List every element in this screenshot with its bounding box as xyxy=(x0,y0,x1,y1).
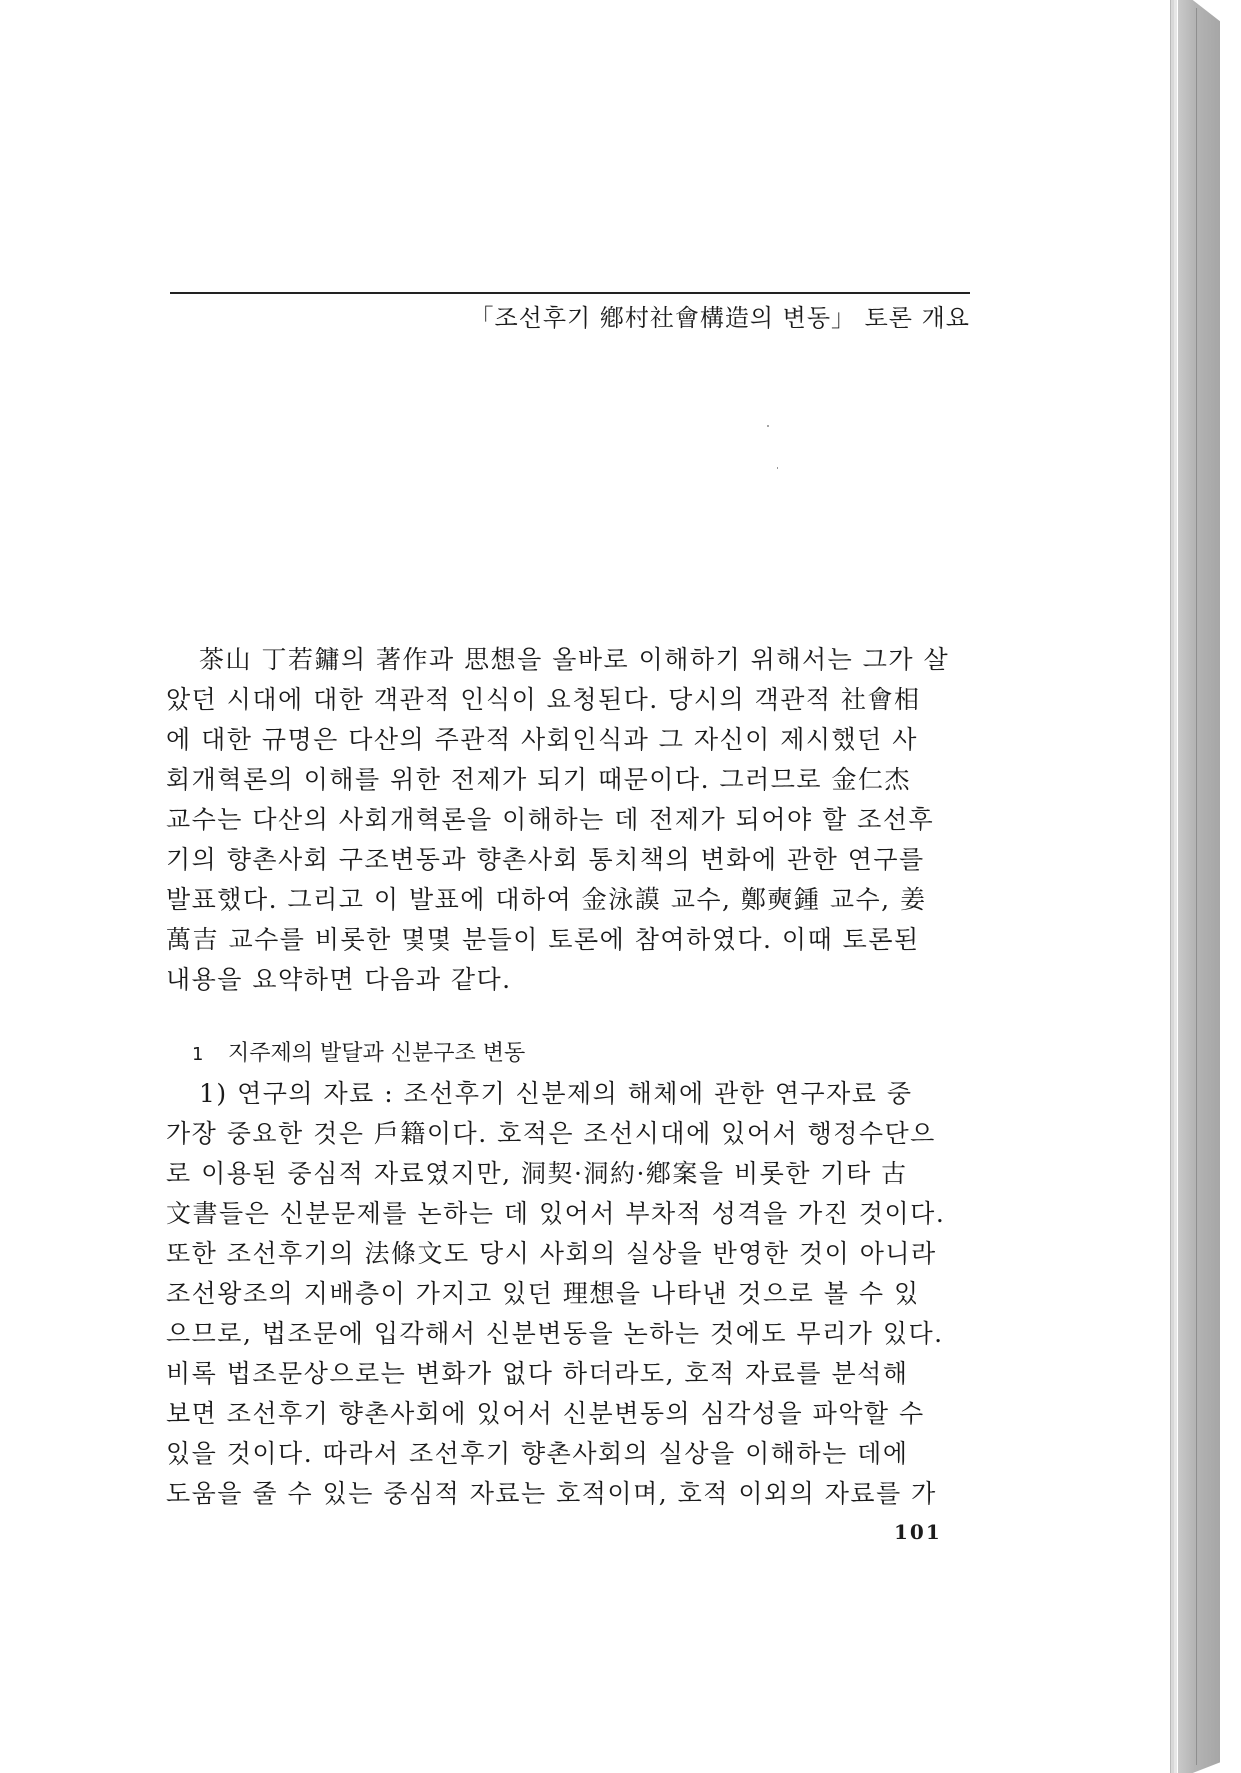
page-edge-line xyxy=(1196,8,1197,1765)
paragraph-line: 가장 중요한 것은 戶籍이다. 호적은 조선시대에 있어서 행정수단으 xyxy=(166,1119,936,1148)
section-title: 지주제의 발달과 신분구조 변동 xyxy=(228,1041,526,1066)
scan-speck xyxy=(767,425,769,427)
section-number: 1 xyxy=(192,1044,204,1065)
stacked-page-edge xyxy=(1178,0,1220,1773)
body-text xyxy=(166,640,974,1514)
paragraph-line: 았던 시대에 대한 객관적 인식이 요청된다. 당시의 객관적 社會相 xyxy=(166,685,921,714)
paragraph-line: 있을 것이다. 따라서 조선후기 향촌사회의 실상을 이해하는 데에 xyxy=(166,1439,909,1468)
paragraph-line: 萬吉 교수를 비롯한 몇몇 분들이 토론에 참여하였다. 이때 토론된 xyxy=(166,925,920,954)
section-heading xyxy=(166,1034,974,1074)
header-rule xyxy=(170,292,970,294)
paragraph-line: 조선왕조의 지배층이 가지고 있던 理想을 나타낸 것으로 볼 수 있 xyxy=(166,1279,920,1308)
paragraph-line: 교수는 다산의 사회개혁론을 이해하는 데 전제가 되어야 할 조선후 xyxy=(166,805,935,834)
paragraph-line: 文書들은 신분문제를 논하는 데 있어서 부차적 성격을 가진 것이다. xyxy=(166,1199,946,1228)
paragraph-line: 도움을 줄 수 있는 중심적 자료는 호적이며, 호적 이외의 자료를 가 xyxy=(166,1479,937,1508)
paragraph-line: 내용을 요약하면 다음과 같다. xyxy=(166,965,512,994)
paragraph-line: 회개혁론의 이해를 위한 전제가 되기 때문이다. 그러므로 金仁杰 xyxy=(166,765,912,794)
paragraph-line: 발표했다. 그리고 이 발표에 대하여 金泳謨 교수, 鄭奭鍾 교수, 姜 xyxy=(166,885,927,914)
paragraph-line: 에 대한 규명은 다산의 주관적 사회인식과 그 자신이 제시했던 사 xyxy=(166,725,918,754)
paragraph-line: 또한 조선후기의 法條文도 당시 사회의 실상을 반영한 것이 아니라 xyxy=(166,1239,937,1268)
paragraph-line: 으므로, 법조문에 입각해서 신분변동을 논하는 것에도 무리가 있다. xyxy=(166,1319,944,1348)
paragraph-line: 茶山 丁若鏞의 著作과 思想을 올바로 이해하기 위해서는 그가 살 xyxy=(199,645,950,674)
running-head: 「조선후기 鄕村社會構造의 변동」 토론 개요 xyxy=(469,304,970,332)
paragraph-line: 보면 조선후기 향촌사회에 있어서 신분변동의 심각성을 파악할 수 xyxy=(166,1399,925,1428)
scan-speck xyxy=(777,467,778,469)
paragraph-line: 비록 법조문상으로는 변화가 없다 하더라도, 호적 자료를 분석해 xyxy=(166,1359,909,1388)
paragraph-line: 1) 연구의 자료 : 조선후기 신분제의 해체에 관한 연구자료 중 xyxy=(199,1079,913,1108)
paragraph-line: 로 이용된 중심적 자료였지만, 洞契·洞約·鄕案을 비롯한 기타 古 xyxy=(166,1159,908,1188)
paragraph-line: 기의 향촌사회 구조변동과 향촌사회 통치책의 변화에 관한 연구를 xyxy=(166,845,925,874)
page-number: 101 xyxy=(894,1520,942,1544)
